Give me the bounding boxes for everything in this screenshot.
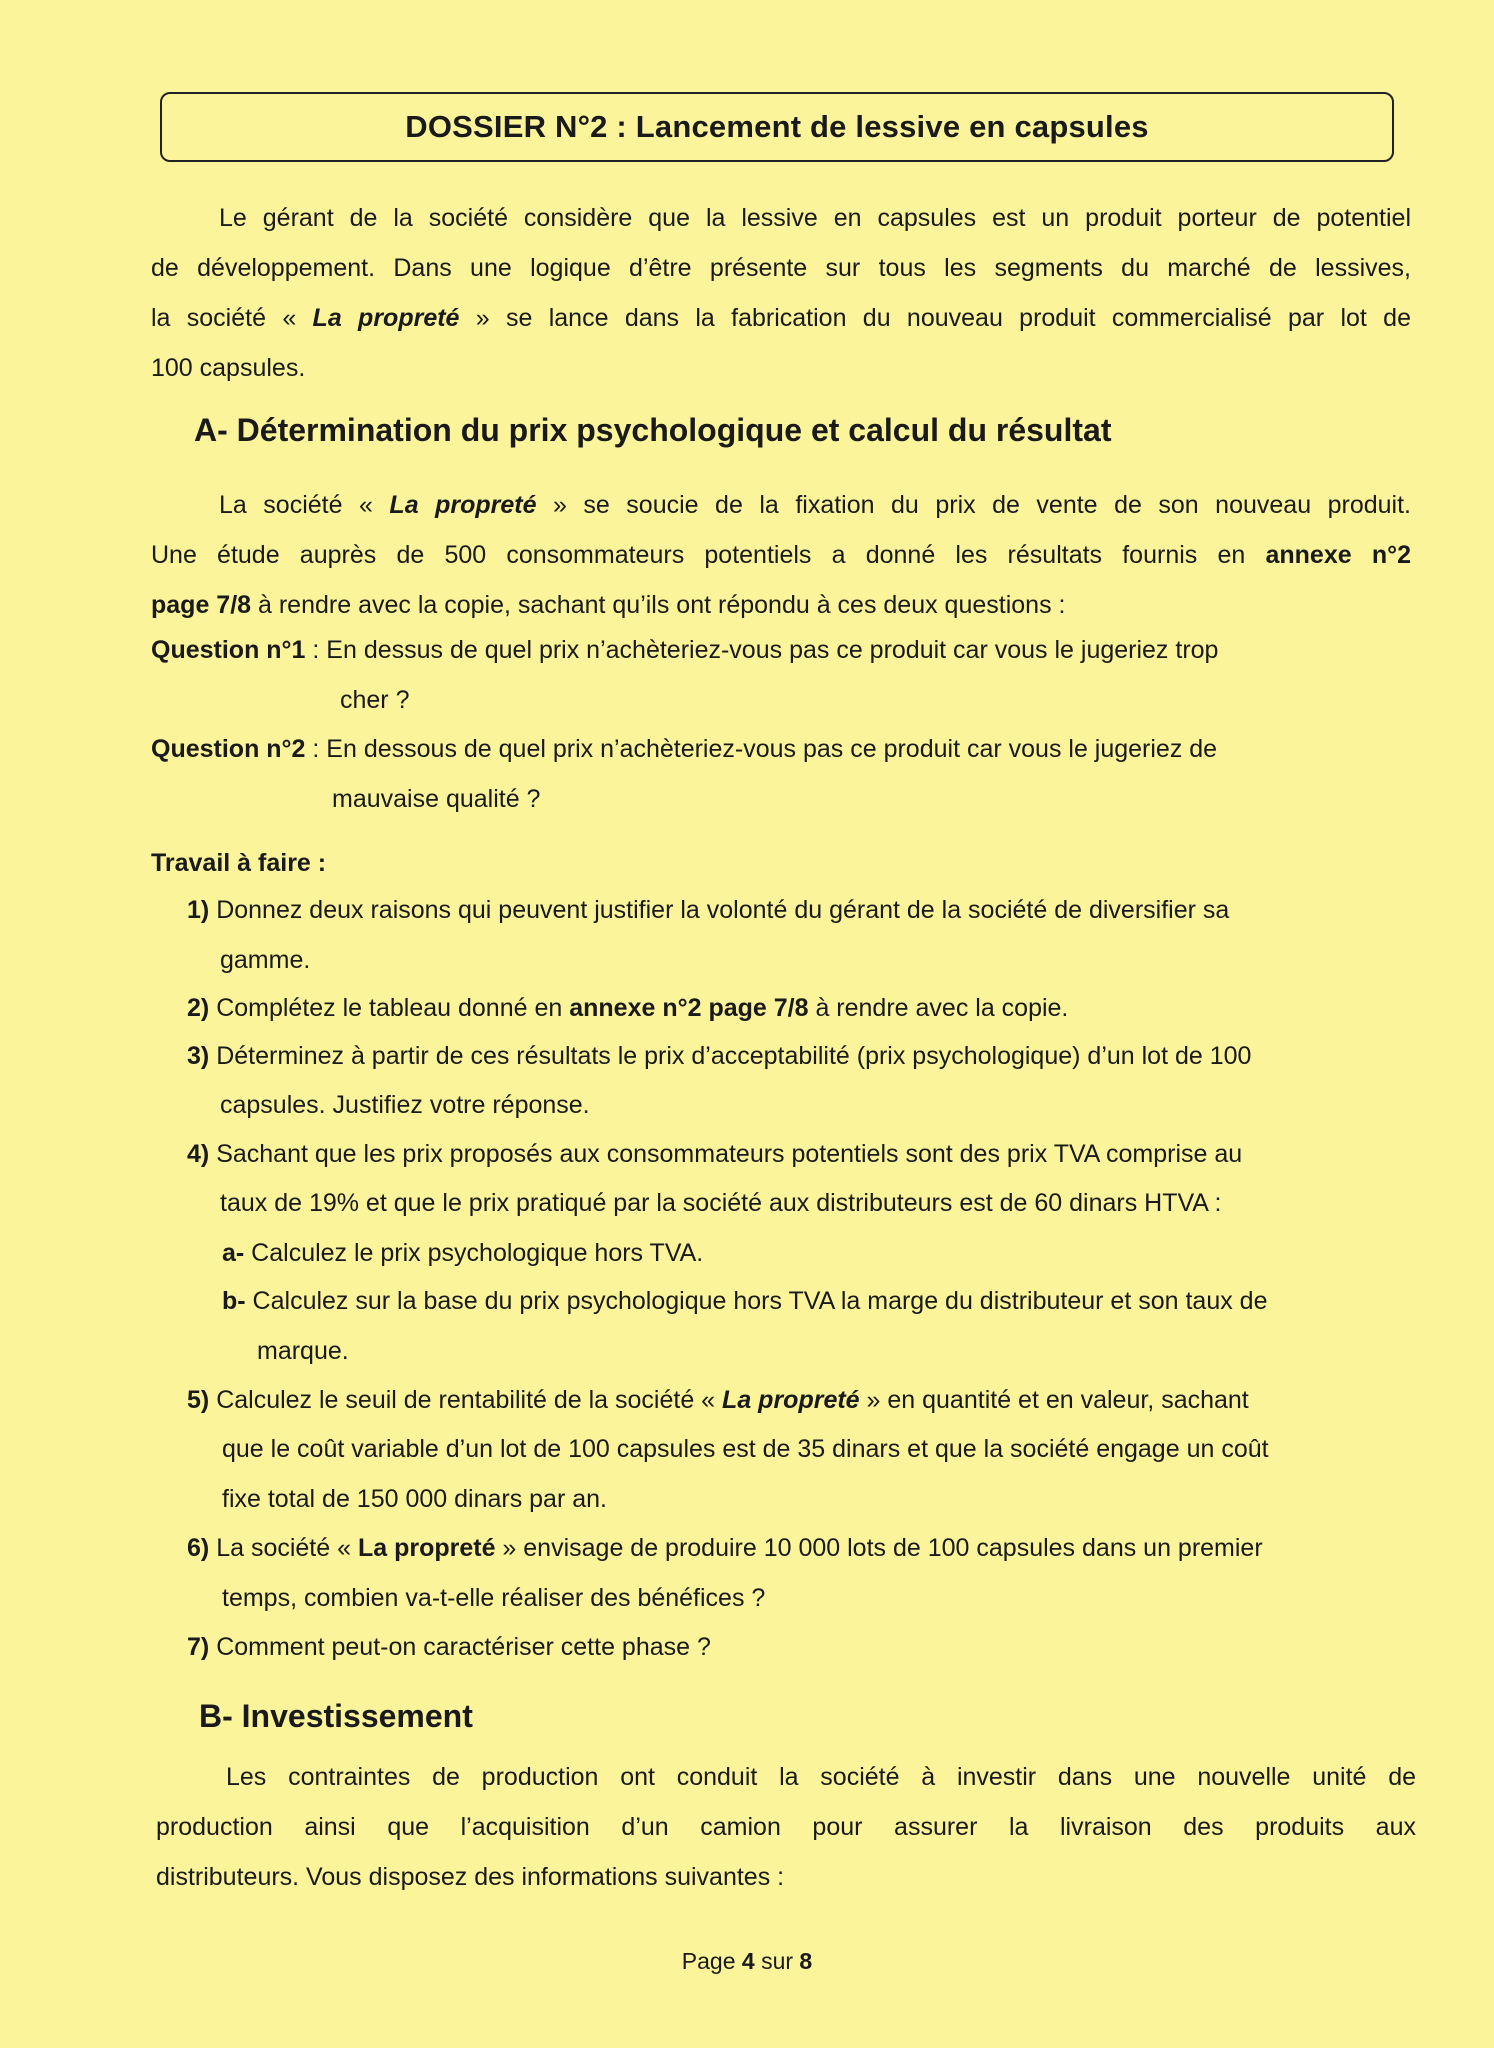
intro-line-4: 100 capsules.: [151, 354, 306, 382]
intro-line-3: la société « La propreté » se lance dans la fabrication du nouveau produit commercialisé par lot de: [151, 304, 1411, 332]
section-a-line-1: La société « La propreté » se soucie de la fixation du prix de vente de son nouveau produit.: [219, 491, 1411, 519]
dossier-title: DOSSIER N°2 : Lancement de lessive en capsules: [405, 109, 1149, 144]
intro-line-2: de développement. Dans une logique d’être présente sur tous les segments du marché de lessives,: [151, 254, 1411, 282]
task-4-cont: taux de 19% et que le prix pratiqué par la société aux distributeurs est de 60 dinars HTVA :: [220, 1189, 1222, 1217]
task-1-cont: gamme.: [220, 946, 311, 974]
section-b-line-1: Les contraintes de production ont conduit la société à investir dans une nouvelle unité de: [226, 1763, 1416, 1791]
section-b-paragraph: [156, 1752, 1416, 1902]
work-label: Travail à faire :: [151, 849, 327, 877]
section-b-heading: B- Investissement: [199, 1698, 473, 1734]
task-4b-cont: marque.: [257, 1337, 349, 1365]
task-5-cont-2: fixe total de 150 000 dinars par an.: [222, 1485, 607, 1513]
page-footer: Page 4 sur 8: [681, 1948, 813, 1974]
task-2: 2) Complétez le tableau donné en annexe n°2 page 7/8 à rendre avec la copie.: [187, 994, 1069, 1022]
task-1: 1) Donnez deux raisons qui peuvent justifier la volonté du gérant de la société de diversifier sa: [187, 896, 1230, 924]
task-4b: b- Calculez sur la base du prix psychologique hors TVA la marge du distributeur et son taux de: [222, 1287, 1268, 1315]
section-b-line-2: production ainsi que l’acquisition d’un camion pour assurer la livraison des produits aux: [156, 1813, 1416, 1841]
question-1-cont: cher ?: [340, 686, 410, 714]
intro-line-1: Le gérant de la société considère que la lessive en capsules est un produit porteur de potentiel: [219, 204, 1411, 232]
task-4: 4) Sachant que les prix proposés aux consommateurs potentiels sont des prix TVA comprise au: [187, 1140, 1243, 1168]
question-2-cont: mauvaise qualité ?: [332, 785, 541, 813]
section-a-paragraph: [151, 480, 1411, 630]
question-1: Question n°1 : En dessus de quel prix n’achèteriez-vous pas ce produit car vous le jugeriez trop: [151, 636, 1219, 664]
question-2: Question n°2 : En dessous de quel prix n’achèteriez-vous pas ce produit car vous le jugeriez de: [151, 735, 1218, 763]
task-6-cont: temps, combien va-t-elle réaliser des bénéfices ?: [222, 1584, 766, 1612]
task-7: 7) Comment peut-on caractériser cette phase ?: [187, 1633, 711, 1661]
task-5-cont-1: que le coût variable d’un lot de 100 capsules est de 35 dinars et que la société engage un coût: [222, 1435, 1269, 1463]
task-6: 6) La société « La propreté » envisage de produire 10 000 lots de 100 capsules dans un premier: [187, 1534, 1263, 1562]
task-3: 3) Déterminez à partir de ces résultats le prix d’acceptabilité (prix psychologique) d’un lot de 100: [187, 1042, 1252, 1070]
task-4a: a- Calculez le prix psychologique hors TVA.: [222, 1239, 704, 1267]
task-3-cont: capsules. Justifiez votre réponse.: [220, 1091, 590, 1119]
task-5: 5) Calculez le seuil de rentabilité de la société « La propreté » en quantité et en valeur, sachant: [187, 1386, 1249, 1414]
section-b-line-3: distributeurs. Vous disposez des informations suivantes :: [156, 1863, 785, 1891]
section-a-heading: A- Détermination du prix psychologique et calcul du résultat: [194, 412, 1112, 448]
dossier-title-box: [160, 92, 1394, 162]
section-a-line-2: Une étude auprès de 500 consommateurs potentiels a donné les résultats fournis en annexe n°2: [151, 541, 1412, 569]
section-a-line-3: page 7/8 à rendre avec la copie, sachant qu’ils ont répondu à ces deux questions :: [151, 591, 1066, 619]
intro-paragraph: [151, 193, 1411, 393]
